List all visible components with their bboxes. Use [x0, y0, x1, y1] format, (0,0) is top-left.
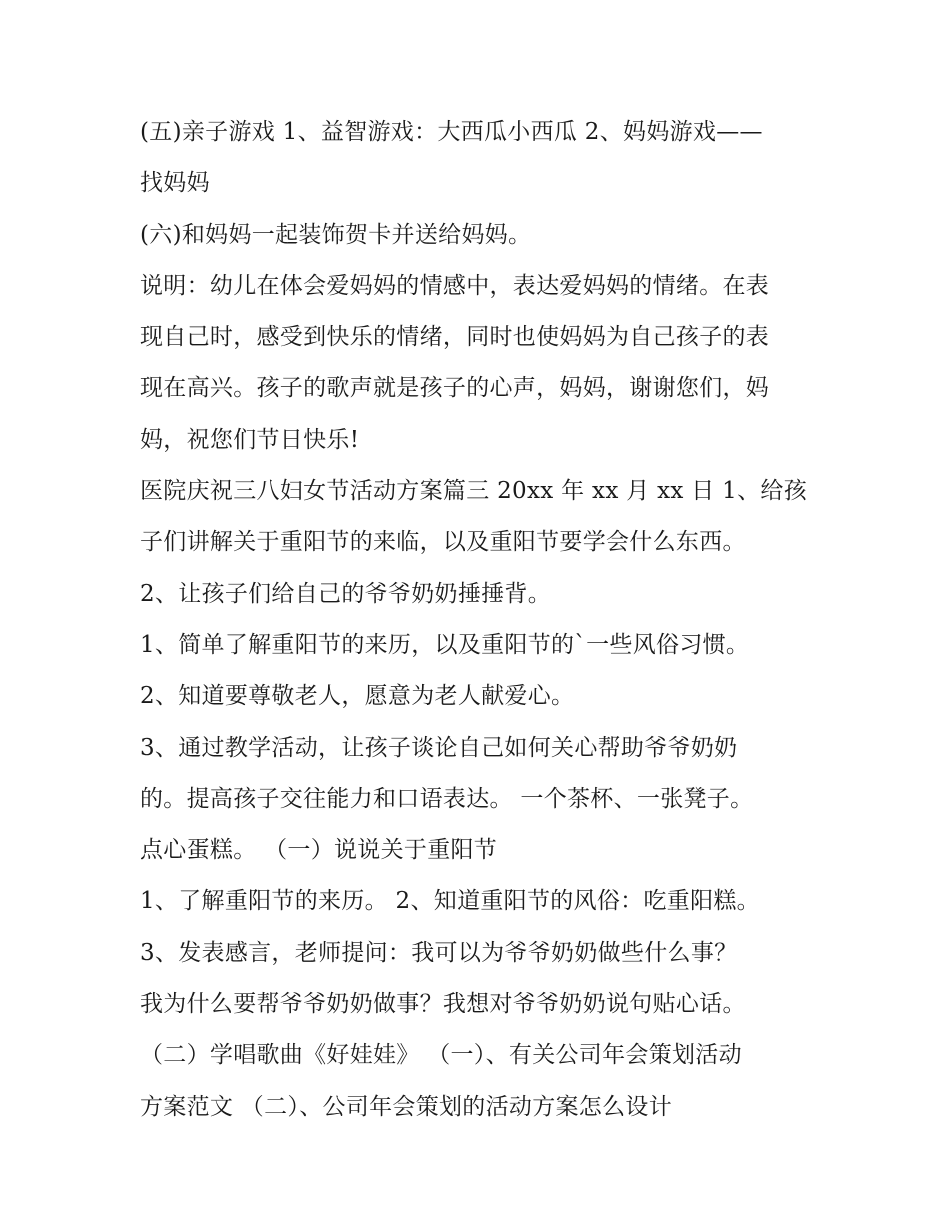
- text-line: 现在高兴。孩子的歌声就是孩子的心声，妈妈，谢谢您们，妈: [140, 375, 770, 402]
- text-line: 2、知道要尊敬老人，愿意为老人献爱心。: [140, 683, 575, 710]
- text-line: (五)亲子游戏 1、益智游戏：大西瓜小西瓜 2、妈妈游戏——: [140, 119, 763, 145]
- text-line: 我为什么要帮爷爷奶奶做事？我想对爷爷奶奶说句贴心话。: [140, 991, 746, 1018]
- text-line: 3、通过教学活动，让孩子谈论自己如何关心帮助爷爷奶奶: [140, 734, 738, 761]
- text-line: 1、了解重阳节的来历。 2、知道重阳节的风俗：吃重阳糕。: [140, 888, 760, 915]
- text-line: 找妈妈: [140, 170, 210, 197]
- text-line: 点心蛋糕。 （一）说说关于重阳节: [140, 837, 498, 864]
- text-line: 的。提高孩子交往能力和口语表达。 一个茶杯、一张凳子。: [140, 785, 754, 812]
- text-line: （二）学唱歌曲《好娃娃》 （一）、有关公司年会策划活动: [140, 1042, 742, 1069]
- text-line: 现自己时，感受到快乐的情绪，同时也使妈妈为自己孩子的表: [140, 324, 770, 351]
- text-line: 医院庆祝三八妇女节活动方案篇三 20xx 年 xx 月 xx 日 1、给孩: [140, 478, 808, 505]
- document-body: [140, 107, 830, 1133]
- text-line: 子们讲解关于重阳节的来临，以及重阳节要学会什么东西。: [140, 529, 746, 556]
- text-line: 2、让孩子们给自己的爷爷奶奶捶捶背。: [140, 580, 552, 607]
- text-line: 方案范文 （二）、公司年会策划的活动方案怎么设计: [140, 1093, 673, 1120]
- text-line: 3、发表感言，老师提问：我可以为爷爷奶奶做些什么事？: [140, 939, 738, 966]
- text-line: (六)和妈妈一起装饰贺卡并送给妈妈。: [140, 221, 532, 248]
- text-line: 1、简单了解重阳节的来历，以及重阳节的`一些风俗习惯。: [140, 631, 750, 658]
- text-line: 妈，祝您们节日快乐!: [140, 426, 360, 453]
- text-line: 说明：幼儿在体会爱妈妈的情感中，表达爱妈妈的情绪。在表: [140, 272, 770, 299]
